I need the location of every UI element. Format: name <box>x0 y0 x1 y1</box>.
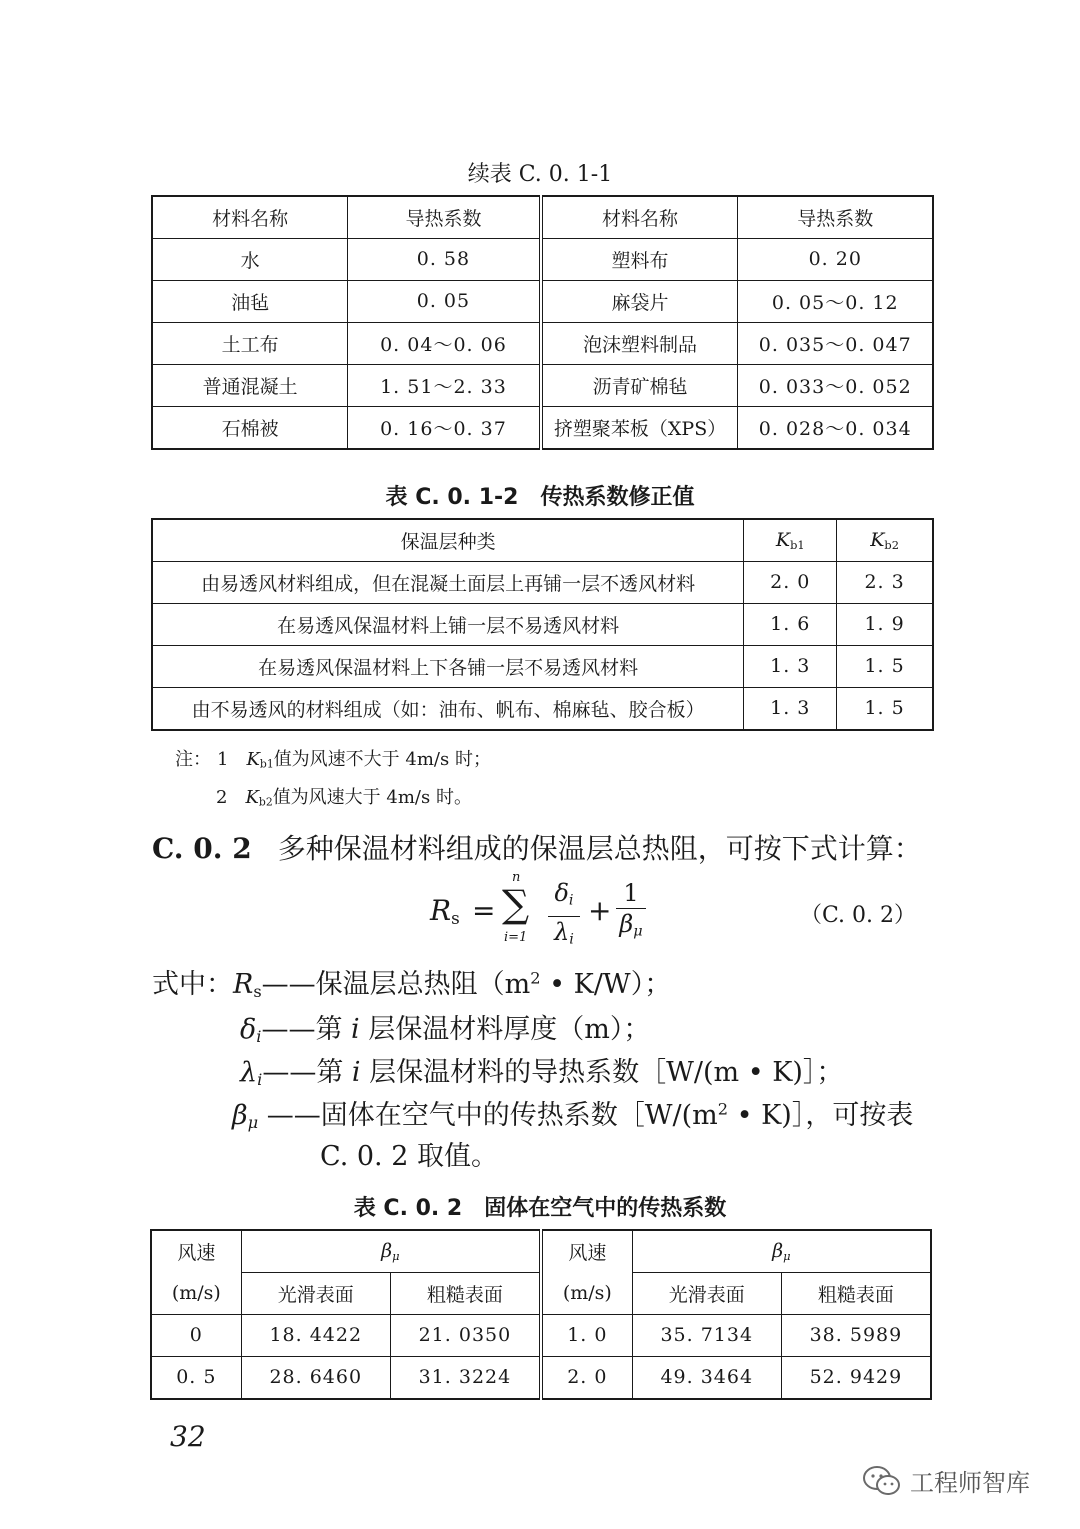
table-cell: 油毡 <box>152 280 348 322</box>
table3-header-unit: (m/s) <box>151 1272 241 1314</box>
k-symbol: K <box>245 787 259 808</box>
def-subscript: i <box>256 1027 262 1047</box>
table-cell: 1. 9 <box>837 603 933 645</box>
table2-caption: 表 C. 0. 1-2 传热系数修正值 <box>385 485 695 510</box>
k-symbol: K <box>775 528 791 551</box>
table-cell: 泡沫塑料制品 <box>541 322 738 364</box>
definition-beta-continued: C. 0. 2 取值。 <box>320 1141 498 1172</box>
table-cell: 0. 20 <box>738 238 933 280</box>
beta-subscript: μ <box>392 1248 400 1263</box>
table-cell: 石棉被 <box>152 406 348 449</box>
def-subscript: μ <box>247 1113 259 1133</box>
table-cell: 38. 5989 <box>781 1314 931 1356</box>
table1-header-cell: 导热系数 <box>348 196 541 238</box>
table3-header-unit: (m/s) <box>541 1272 632 1314</box>
table-cell: 31. 3224 <box>390 1356 541 1399</box>
table-cell: 49. 3464 <box>632 1356 781 1399</box>
table-cell: 普通混凝土 <box>152 364 348 406</box>
table-cell: 麻袋片 <box>541 280 738 322</box>
formula-sum-top: n <box>512 870 521 885</box>
formula-fraction-2 <box>616 878 646 947</box>
def-superscript: 2 <box>717 1099 729 1119</box>
table3-header-smooth: 光滑表面 <box>241 1272 390 1314</box>
table2-note-1 <box>175 745 491 771</box>
definition-lambda <box>240 1050 843 1089</box>
table-row <box>152 603 933 645</box>
table-cell: 35. 7134 <box>632 1314 781 1356</box>
k-symbol: K <box>246 749 260 770</box>
wechat-icon <box>862 1464 902 1498</box>
formula-beta-subscript: μ <box>633 923 643 940</box>
table-row <box>152 322 933 364</box>
table-cell: 挤塑聚苯板（XPS） <box>541 406 738 449</box>
def-text: • K/W）； <box>540 969 672 1000</box>
table-row <box>152 364 933 406</box>
formula-lhs <box>430 894 460 928</box>
table3-header-speed: 风速 <box>151 1230 241 1272</box>
table-cell: 0. 04～0. 06 <box>348 322 541 364</box>
formula-beta: β <box>619 910 634 938</box>
table-row <box>151 1314 931 1356</box>
table-cell: 0. 58 <box>348 238 541 280</box>
table3-header-rough: 粗糙表面 <box>390 1272 541 1314</box>
table2-note-2 <box>216 783 472 809</box>
beta-subscript: μ <box>783 1248 791 1263</box>
def-text: ——固体在空气中的传热系数［W/(m <box>258 1100 718 1131</box>
def-superscript: 2 <box>530 968 541 988</box>
table-cell: 在易透风保温材料上铺一层不易透风材料 <box>152 603 744 645</box>
def-symbol: λ <box>240 1057 258 1088</box>
table3-header-row-1 <box>151 1230 931 1272</box>
table-cell: 21. 0350 <box>390 1314 541 1356</box>
k-subscript: b2 <box>258 795 273 809</box>
def-text: • K)］，可按表 <box>728 1100 914 1131</box>
table-row <box>152 645 933 687</box>
table3-header-speed: 风速 <box>541 1230 632 1272</box>
table-cell: 在易透风保温材料上下各铺一层不易透风材料 <box>152 645 744 687</box>
def-text: ——保温层总热阻（m <box>261 969 531 1000</box>
definition-beta <box>232 1093 913 1132</box>
table-cell: 土工布 <box>152 322 348 364</box>
formula-fraction-2-numerator: 1 <box>616 878 646 909</box>
section-text: 多种保温材料组成的保温层总热阻，可按下式计算： <box>277 832 922 865</box>
table-cell: 0. 05～0. 12 <box>738 280 933 322</box>
table-cell: 1. 0 <box>541 1314 632 1356</box>
formula-fraction-2-denominator <box>616 909 646 947</box>
def-text: ——第 <box>262 1057 352 1088</box>
table-row <box>152 687 933 730</box>
table-cell: 沥青矿棉毡 <box>541 364 738 406</box>
table3-header-smooth: 光滑表面 <box>632 1272 781 1314</box>
table-row <box>152 406 933 449</box>
table2 <box>151 518 934 731</box>
table-cell: 18. 4422 <box>241 1314 390 1356</box>
table-row <box>152 561 933 603</box>
table1-header-cell: 导热系数 <box>738 196 933 238</box>
table-cell: 1. 5 <box>837 645 933 687</box>
formula-fraction-1-numerator <box>548 878 580 917</box>
table-cell: 28. 6460 <box>241 1356 390 1399</box>
table-cell: 1. 6 <box>744 603 837 645</box>
table-cell: 0. 028～0. 034 <box>738 406 933 449</box>
table-cell: 0. 05 <box>348 280 541 322</box>
table-cell: 1. 3 <box>744 645 837 687</box>
watermark <box>862 1463 1030 1498</box>
formula-equals: = <box>472 894 496 927</box>
def-text: 层保温材料的导热系数［W/(m • K)］； <box>360 1057 844 1088</box>
def-subscript: s <box>253 982 262 1002</box>
table1-caption: 续表 C. 0. 1-1 <box>467 162 613 187</box>
table3-caption: 表 C. 0. 2 固体在空气中的传热系数 <box>353 1196 727 1221</box>
table1-header-cell: 材料名称 <box>541 196 738 238</box>
table-cell: 1. 51～2. 33 <box>348 364 541 406</box>
table-cell: 1. 5 <box>837 687 933 730</box>
definition-delta <box>240 1007 650 1046</box>
table2-header-row <box>152 519 933 561</box>
table3 <box>150 1229 932 1400</box>
def-symbol: δ <box>240 1014 257 1045</box>
def-index: i <box>351 1057 361 1088</box>
beta-symbol: β <box>772 1239 784 1262</box>
table-cell: 52. 9429 <box>781 1356 931 1399</box>
table2-header-kb1 <box>744 519 837 561</box>
table-row <box>152 238 933 280</box>
definition-rs <box>152 962 671 1001</box>
table1 <box>151 195 934 450</box>
def-text: 层保温材料厚度（m）； <box>359 1014 651 1045</box>
formula-plus: + <box>588 894 612 927</box>
table-cell: 由易透风材料组成，但在混凝土面层上再铺一层不透风材料 <box>152 561 744 603</box>
table-cell: 0 <box>151 1314 241 1356</box>
note-text: 值为风速不大于 4m/s 时； <box>273 749 491 770</box>
formula-delta: δ <box>554 879 569 907</box>
def-subscript: i <box>257 1070 263 1090</box>
def-symbol: β <box>232 1100 248 1131</box>
table-cell: 2. 0 <box>744 561 837 603</box>
note-number: 1 <box>217 749 229 770</box>
formula-label: （C. 0. 2） <box>800 903 917 928</box>
table-cell: 0. 16～0. 37 <box>348 406 541 449</box>
table-cell: 0. 035～0. 047 <box>738 322 933 364</box>
k-subscript: b1 <box>259 757 274 771</box>
table-row <box>152 280 933 322</box>
formula-sum-bottom: i=1 <box>504 930 528 945</box>
table1-header-cell: 材料名称 <box>152 196 348 238</box>
page-number: 32 <box>170 1420 206 1453</box>
formula-delta-subscript: i <box>568 892 574 909</box>
table2-header-kind: 保温层种类 <box>152 519 744 561</box>
k-subscript: b2 <box>884 537 899 552</box>
table-cell: 由不易透风的材料组成（如：油布、帆布、棉麻毡、胶合板） <box>152 687 744 730</box>
table-cell: 2. 3 <box>837 561 933 603</box>
table-cell: 0. 033～0. 052 <box>738 364 933 406</box>
formula-sum-symbol: ∑ <box>502 882 530 926</box>
table3-header-rough: 粗糙表面 <box>781 1272 931 1314</box>
formula <box>430 870 670 950</box>
section-heading <box>152 827 922 867</box>
def-text: ——第 <box>261 1014 352 1045</box>
note-prefix: 注： <box>175 749 211 770</box>
k-symbol: K <box>870 528 885 551</box>
formula-lambda-subscript: i <box>569 931 574 948</box>
table3-header-beta <box>632 1230 931 1272</box>
table-cell: 1. 3 <box>744 687 837 730</box>
table2-header-kb2 <box>837 519 933 561</box>
table3-header-beta <box>241 1230 541 1272</box>
note-number: 2 <box>216 787 228 808</box>
table1-header-row <box>152 196 933 238</box>
definitions-intro: 式中： <box>152 969 233 1000</box>
table-cell: 水 <box>152 238 348 280</box>
table3-header-row-2 <box>151 1272 931 1314</box>
note-text: 值为风速大于 4m/s 时。 <box>272 787 472 808</box>
beta-symbol: β <box>381 1239 393 1262</box>
table-cell: 2. 0 <box>541 1356 632 1399</box>
formula-lhs-subscript: s <box>451 908 460 929</box>
section-number: C. 0. 2 <box>152 832 252 865</box>
k-subscript: b1 <box>790 537 805 552</box>
table-cell: 0. 5 <box>151 1356 241 1399</box>
table-row <box>151 1356 931 1399</box>
table-cell: 塑料布 <box>541 238 738 280</box>
watermark-text: 工程师智库 <box>910 1469 1030 1497</box>
def-symbol: R <box>233 969 254 1000</box>
formula-fraction-1-denominator <box>548 917 580 955</box>
formula-lhs-symbol: R <box>430 894 452 927</box>
formula-lambda: λ <box>554 917 570 946</box>
formula-fraction-1 <box>548 878 580 954</box>
def-index: i <box>351 1014 360 1045</box>
